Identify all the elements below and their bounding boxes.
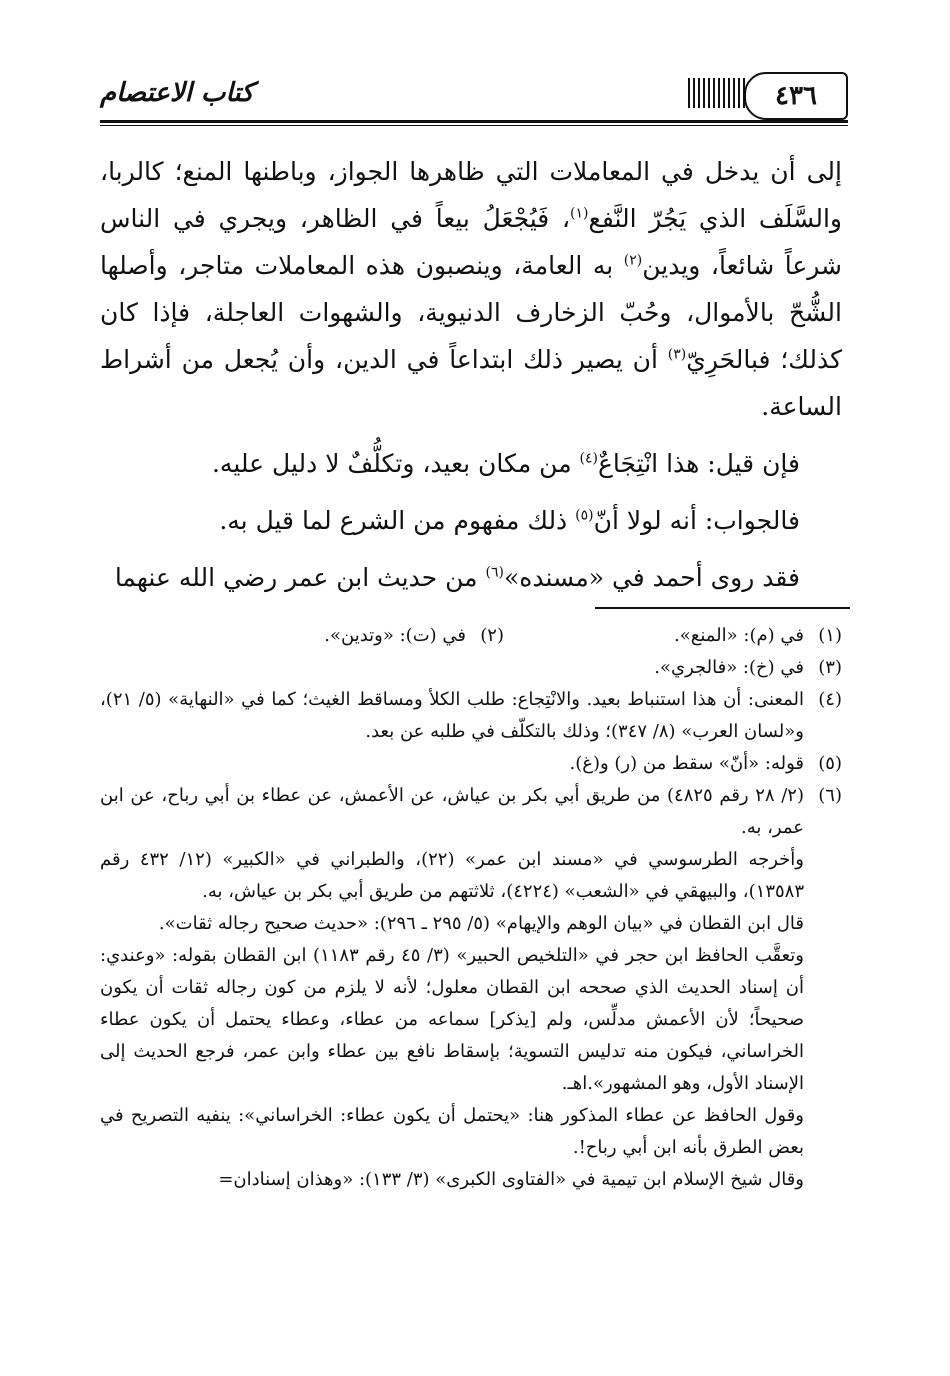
footnote-ref-4[interactable]: (٤) (579, 450, 598, 467)
text-run: ذلك مفهوم من الشرع لما قيل به. (219, 506, 576, 535)
footnote-number: (١) (818, 625, 842, 646)
paragraph-2 (100, 440, 842, 487)
footnote-paragraph: وقول الحافظ عن عطاء المذكور هنا: «يحتمل أن يكون عطاء: الخراساني»: ينفيه التصريح في بعض الطرق بأنه ابن أبي رباح!. (100, 1105, 804, 1158)
paragraph-1 (100, 148, 842, 430)
text-run: من حديث ابن عمر رضي الله عنهما (114, 563, 486, 592)
text-run: فالجواب: أنه لولا أنّ (593, 506, 800, 535)
footnote-ref-5[interactable]: (٥) (575, 507, 594, 524)
main-text (100, 148, 842, 601)
book-title: كتاب الاعتصام (100, 78, 254, 108)
footnote-paragraph: قال ابن القطان في «بيان الوهم والإيهام» (٥/ ٢٩٥ ـ ٢٩٦): «حديث صحيح رجاله ثقات». (158, 913, 804, 934)
text-run: ، فَيُجْعَلُ بيعاً في الظاهر، ويجري في الناس شرعاً شائعاً، ويدين (100, 204, 842, 280)
text-run: إلى أن يدخل في المعاملات التي ظاهرها الجواز، وباطنها المنع؛ كالربا، والسَّلَف الذي يَجُرّ النَّفع (100, 157, 842, 233)
paragraph-4 (100, 554, 842, 601)
footnote-ref-6[interactable]: (٦) (485, 564, 504, 581)
footnote-number: (٣) (818, 657, 842, 678)
footnote-paragraph: وتعقَّب الحافظ ابن حجر في «التلخيص الحبير» (٣/ ٤٥ رقم ١١٨٣) ابن القطان بقوله: «وعندي: أن إسناد الحديث الذي صححه ابن القطان معلول؛ لأنه لا يلزم من كون رجاله ثقات أن يكون صحيحاً؛ لأن الأعمش مدلِّس، ولم [يذكر] سماعه من عطاء، وعطاء يحتمل أن يكون عطاء الخراساني، فيكون منه تدليس التسوية؛ بإسقاط نافع بين عطاء وابن عمر، فرجع الحديث إلى الإسناد الأول، وهو المشهور».اهـ. (100, 945, 804, 1094)
footnote-text: المعنى: أن هذا استنباط بعيد. والانْتِجاع: طلب الكلأ ومساقط الغيث؛ كما في «النهاية» (٥/ ٢١)، و«لسان العرب» (٨/ ٣٤٧)؛ وذلك بالتكلّف في طلبه عن بعد. (100, 689, 804, 742)
footnote-number: (٦) (818, 785, 842, 806)
footnote-text: في (م): «المنع». (674, 625, 804, 646)
footnote-text: في (خ): «فالجري». (654, 657, 804, 678)
footnotes (100, 620, 842, 1196)
text-run: فإن قيل: هذا انْتِجَاعٌ (598, 449, 800, 478)
footnote-1-2 (100, 620, 842, 652)
footnote-paragraph: وقال شيخ الإسلام ابن تيمية في «الفتاوى الكبرى» (٣/ ١٣٣): «وهذان إسنادان= (218, 1169, 804, 1190)
text-run: فقد روى أحمد في «مسنده» (503, 563, 800, 592)
page-number-badge (744, 72, 848, 120)
text-run: من مكان بعيد، وتكلُّفٌ لا دليل عليه. (211, 449, 580, 478)
text-run: به العامة، وينصبون هذه المعاملات متاجر، وأصلها الشُّحّ بالأموال، وحُبّ الزخارف الدنيوية، والشهوات العاجلة، فإذا كان كذلك؛ فبالحَرِيّ (100, 251, 842, 374)
footnote-pair (100, 620, 804, 652)
page-number: ٤٣٦ (775, 81, 817, 111)
header-ornament (688, 78, 748, 108)
footnote-3 (100, 652, 842, 684)
header-rule (100, 120, 848, 123)
footnote-paragraph: (٢/ ٢٨ رقم ٤٨٢٥) من طريق أبي بكر بن عياش، عن الأعمش، عن عطاء بن أبي رباح، عن ابن عمر، به. (100, 785, 804, 838)
footnote-paragraph: وأخرجه الطرسوسي في «مسند ابن عمر» (٢٢)، والطبراني في «الكبير» (١٢/ ٤٣٢ رقم ١٣٥٨٣)، والبيهقي في «الشعب» (٤٢٢٤)، ثلاثتهم من طريق أبي بكر بن عياش، به. (100, 849, 804, 902)
footnote-4 (100, 684, 842, 748)
footnote-text: قوله: «أنّ» سقط من (ر) و(غ). (569, 753, 804, 774)
footnote-6 (100, 780, 842, 1196)
footnote-number: (٤) (818, 689, 842, 710)
footnote-ref-3[interactable]: (٣) (667, 346, 687, 363)
footnote-number: (٢) (480, 625, 504, 646)
text-run: أن يصير ذلك ابتداعاً في الدين، وأن يُجعل من أشراط الساعة. (100, 345, 842, 421)
footnote-5 (100, 748, 842, 780)
paragraph-3 (100, 497, 842, 544)
footnote-text-block (100, 780, 804, 1196)
header-rule-thin (100, 125, 848, 126)
footnote-ref-2[interactable]: (٢) (623, 252, 643, 269)
footnote-ref-1[interactable]: (١) (570, 205, 589, 222)
footnote-text: في (ت): «وتدين». (324, 625, 466, 646)
footnote-separator (595, 607, 850, 609)
footnote-number: (٥) (818, 753, 842, 774)
